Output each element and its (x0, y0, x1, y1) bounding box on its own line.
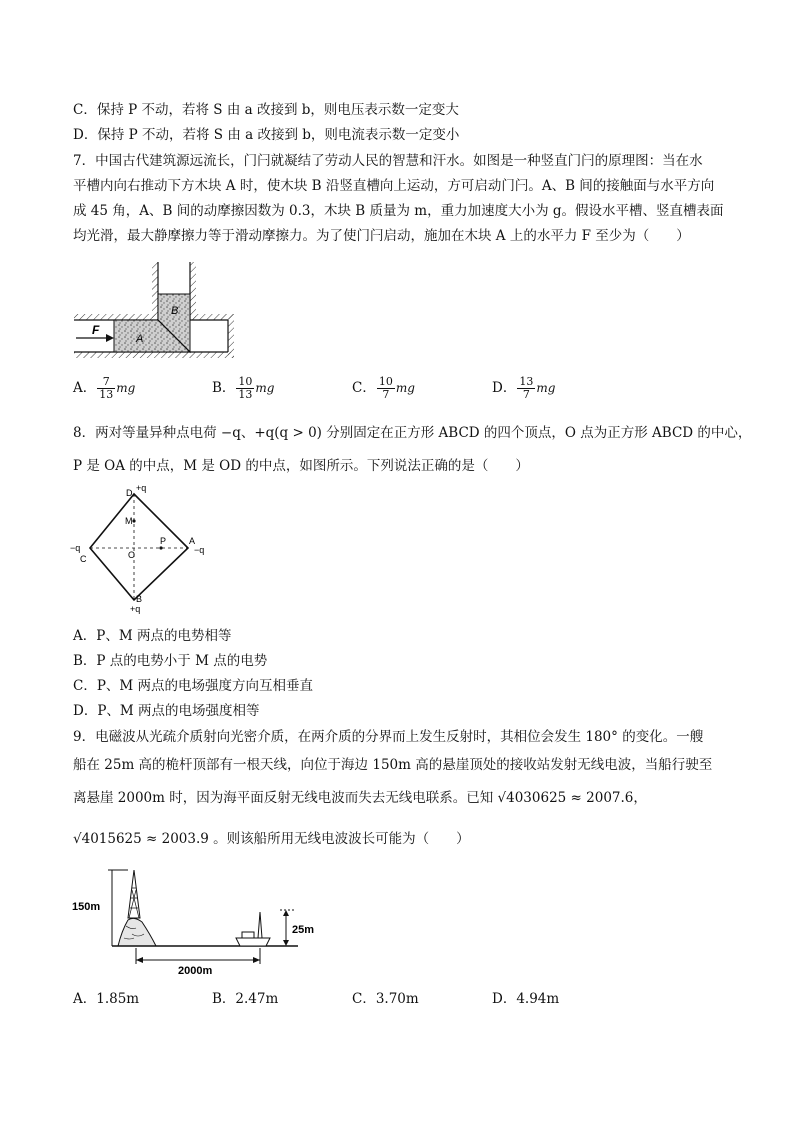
label-b8: B (136, 594, 143, 604)
q7-option-d: D． $\frac{13}{7}$ mg (492, 375, 556, 401)
q9-stem-line-4: √4015625 ≈ 2003.9 。则该船所用无线电波波长可能为（ ） (73, 831, 470, 847)
ship-icon (236, 938, 270, 946)
q9-stem-line-1: 9．电磁波从光疏介质射向光密介质，在两介质的分界而上发生反射时，其相位会发生 180° 的变化。一艘 (73, 729, 704, 745)
label-f: F (92, 323, 100, 337)
q9-option-d: D．4.94m (492, 991, 560, 1007)
label-a: A (136, 333, 144, 345)
distance-label: 2000m (178, 965, 213, 977)
label-a8: A (189, 536, 196, 546)
q7-option-b: B． $\frac{10}{13}$ mg (212, 375, 275, 401)
q7-option-c: C． $\frac{10}{7}$ mg (352, 375, 415, 401)
label-d: D (126, 488, 133, 498)
charge-c: −q (70, 543, 81, 553)
q6-option-c: C．保持 P 不动，若将 S 由 a 改接到 b，则电压表示数一定变大 (73, 102, 459, 118)
q7-stem-line-1: 7．中国古代建筑源远流长，门闩就凝结了劳动人民的智慧和汗水。如图是一种竖直门闩的原理图：当在水 (73, 153, 703, 169)
q8-stem-line-2: P 是 OA 的中点，M 是 OD 的中点，如图所示。下列说法正确的是（ ） (73, 458, 529, 474)
q7-stem-line-2: 平槽内向右推动下方木块 A 时，使木块 B 沿竖直槽向上运动，方可启动门闩。A、B 间的接触面与水平方向 (73, 178, 715, 194)
charge-d: +q (136, 483, 147, 493)
charge-b: +q (130, 604, 141, 614)
q8-option-c: C．P、M 两点的电场强度方向互相垂直 (73, 678, 314, 694)
square-abcd (90, 494, 188, 600)
q7-door-bolt-figure (70, 258, 240, 363)
force-arrow-icon (106, 334, 114, 342)
q6-option-d: D．保持 P 不动，若将 S 由 a 改接到 b，则电流表示数一定变小 (73, 127, 460, 143)
q8-square-figure (68, 482, 218, 614)
cliff-height-label: 150m (72, 901, 101, 913)
q9-option-c: C．3.70m (352, 991, 419, 1007)
mast-height-label: 25m (292, 924, 315, 936)
label-c8: C (80, 554, 87, 564)
q8-option-d: D．P、M 两点的电场强度相等 (73, 703, 260, 719)
label-o: O (128, 550, 136, 560)
label-p: P (160, 536, 167, 546)
label-b: B (171, 305, 179, 317)
q8-option-a: A．P、M 两点的电势相等 (73, 628, 232, 644)
q9-stem-line-3: 离悬崖 2000m 时，因为海平面反射无线电波而失去无线电联系。已知 √4030625 ≈ 2007.6， (73, 790, 647, 806)
q7-stem-line-3: 成 45 角，A、B 间的动摩擦因数为 0.3，木块 B 质量为 m，重力加速度大小为 g。假设水平槽、竖直槽表面 (73, 203, 724, 219)
q7-option-a: A． $\frac{7}{13}$ mg (73, 375, 136, 401)
q9-option-b: B．2.47m (212, 991, 279, 1007)
point-p (159, 546, 162, 549)
charge-a: −q (194, 545, 205, 555)
label-m: M (125, 516, 133, 526)
q9-cliff-ship-figure (70, 860, 330, 978)
q9-option-a: A．1.85m (73, 991, 140, 1007)
cliff-icon (128, 870, 140, 918)
q9-stem-line-2: 船在 25m 高的桅杆顶部有一根天线，向位于海边 150m 高的悬崖顶处的接收站发射无线电波，当船行驶至 (73, 757, 713, 773)
point-m (132, 519, 135, 522)
q8-option-b: B．P 点的电势小于 M 点的电势 (73, 653, 268, 669)
q8-stem-line-1: 8．两对等量异种点电荷 −q、+q(q > 0) 分别固定在正方形 ABCD 的四个顶点，O 点为正方形 ABCD 的中心， (73, 425, 752, 441)
q7-stem-line-4: 均光滑，最大静摩擦力等于滑动摩擦力。为了使门闩启动，施加在木块 A 上的水平力 F 至少为（ ） (73, 228, 690, 244)
